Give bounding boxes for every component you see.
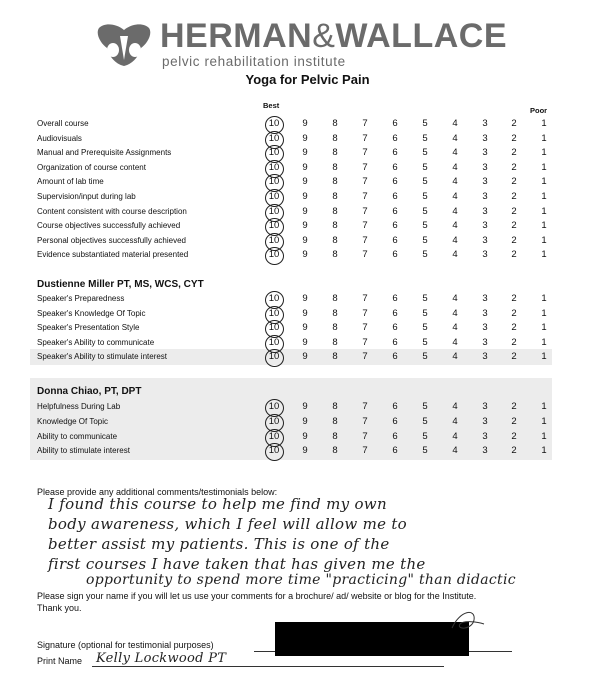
rating-row xyxy=(0,175,615,189)
rating-row xyxy=(0,117,615,131)
rating-label: Manual and Prerequisite Assignments xyxy=(37,148,172,158)
rating-option-selected[interactable]: 10 xyxy=(268,430,280,442)
rating-option[interactable]: 7 xyxy=(362,161,368,173)
rating-option[interactable]: 3 xyxy=(482,336,488,348)
rating-label: Helpfulness During Lab xyxy=(37,402,121,411)
rating-label: Speaker's Ability to stimulate interest xyxy=(37,352,168,361)
rating-option[interactable]: 1 xyxy=(541,415,547,427)
rating-row xyxy=(0,161,615,175)
rating-option[interactable]: 6 xyxy=(392,401,398,412)
rating-option[interactable]: 5 xyxy=(422,220,428,232)
rating-option[interactable]: 9 xyxy=(302,401,308,412)
rating-option[interactable]: 5 xyxy=(422,118,428,129)
rating-option[interactable]: 4 xyxy=(452,205,458,217)
rating-option[interactable]: 6 xyxy=(392,307,398,319)
rating-option-selected[interactable]: 10 xyxy=(268,307,280,319)
brand-tagline: pelvic rehabilitation institute xyxy=(162,54,346,69)
rating-option-selected[interactable]: 10 xyxy=(268,401,280,412)
rating-option[interactable]: 3 xyxy=(482,445,488,457)
rating-option[interactable]: 8 xyxy=(332,118,338,129)
rating-option-selected[interactable]: 10 xyxy=(268,336,280,348)
rating-option-selected[interactable]: 10 xyxy=(268,293,280,304)
rating-option[interactable]: 4 xyxy=(452,147,458,159)
rating-option[interactable]: 9 xyxy=(302,322,308,333)
comment-line-2: body awareness, which I feel will allow me to xyxy=(48,515,408,533)
rating-option[interactable]: 8 xyxy=(332,322,338,333)
rating-option[interactable]: 3 xyxy=(482,220,488,232)
rating-option[interactable]: 8 xyxy=(332,132,338,144)
rating-option[interactable]: 6 xyxy=(392,415,398,427)
comment-line-3: better assist my patients. This is one of the xyxy=(48,535,390,553)
rating-option[interactable]: 4 xyxy=(452,415,458,427)
rating-row xyxy=(0,205,615,219)
signature-redaction xyxy=(275,622,469,656)
rating-option[interactable]: 2 xyxy=(511,176,517,188)
rating-option[interactable]: 8 xyxy=(332,205,338,217)
rating-option[interactable]: 1 xyxy=(541,307,547,319)
rating-option[interactable]: 8 xyxy=(332,249,338,261)
rating-option[interactable]: 4 xyxy=(452,445,458,457)
rating-option[interactable]: 7 xyxy=(362,430,368,442)
print-name-label: Print Name xyxy=(37,656,83,666)
rating-option[interactable]: 2 xyxy=(511,161,517,173)
rating-option-selected[interactable]: 10 xyxy=(268,415,280,427)
rating-option[interactable]: 7 xyxy=(362,234,368,246)
rating-option[interactable]: 5 xyxy=(422,415,428,427)
rating-option[interactable]: 2 xyxy=(511,205,517,217)
rating-option-selected[interactable]: 10 xyxy=(268,191,280,202)
rating-option[interactable]: 1 xyxy=(541,118,547,129)
rating-row xyxy=(0,350,615,364)
rating-option[interactable]: 2 xyxy=(511,445,517,457)
rating-option[interactable]: 4 xyxy=(452,176,458,188)
rating-label: Speaker's Knowledge Of Topic xyxy=(37,308,146,318)
rating-option[interactable]: 6 xyxy=(392,220,398,232)
permission-thanks: Thank you. xyxy=(37,603,82,613)
rating-row xyxy=(0,190,615,204)
comment-line-4: first courses I have taken that has given me the xyxy=(48,555,426,573)
rating-option[interactable]: 1 xyxy=(541,234,547,246)
rating-option[interactable]: 3 xyxy=(482,293,488,304)
rating-option[interactable]: 8 xyxy=(332,307,338,319)
rating-option[interactable]: 6 xyxy=(392,118,398,129)
rating-option[interactable]: 6 xyxy=(392,336,398,348)
comments-prompt: Please provide any additional comments/testimonials below: xyxy=(37,487,278,497)
rating-option[interactable]: 8 xyxy=(332,234,338,246)
rating-label: Course objectives successfully achieved xyxy=(37,221,181,231)
rating-option[interactable]: 9 xyxy=(302,445,308,457)
rating-label: Knowledge Of Topic xyxy=(37,416,109,426)
rating-option[interactable]: 5 xyxy=(422,205,428,217)
rating-option[interactable]: 5 xyxy=(422,234,428,246)
rating-option[interactable]: 3 xyxy=(482,205,488,217)
rating-option[interactable]: 6 xyxy=(392,176,398,188)
rating-option[interactable]: 3 xyxy=(482,176,488,188)
rating-option[interactable]: 7 xyxy=(362,322,368,333)
rating-label: Evidence substantiated material presented xyxy=(37,250,189,260)
rating-option[interactable]: 8 xyxy=(332,147,338,159)
form-title: Yoga for Pelvic Pain xyxy=(245,72,370,87)
rating-option[interactable]: 9 xyxy=(302,415,308,427)
rating-option[interactable]: 9 xyxy=(302,249,308,261)
rating-option[interactable]: 9 xyxy=(302,336,308,348)
rating-option[interactable]: 9 xyxy=(302,234,308,246)
rating-option[interactable]: 9 xyxy=(302,118,308,129)
rating-option[interactable]: 1 xyxy=(541,351,547,362)
rating-option-selected[interactable]: 10 xyxy=(268,220,280,232)
rating-option[interactable]: 1 xyxy=(541,176,547,188)
rating-option[interactable]: 1 xyxy=(541,220,547,232)
rating-option[interactable]: 3 xyxy=(482,430,488,442)
rating-option[interactable]: 7 xyxy=(362,401,368,412)
rating-option[interactable]: 4 xyxy=(452,161,458,173)
rating-option[interactable]: 8 xyxy=(332,336,338,348)
rating-option-selected[interactable]: 10 xyxy=(268,234,280,246)
rating-option[interactable]: 2 xyxy=(511,401,517,412)
rating-option[interactable]: 7 xyxy=(362,132,368,144)
rating-option[interactable]: 9 xyxy=(302,293,308,304)
rating-row xyxy=(0,400,615,414)
rating-option-selected[interactable]: 10 xyxy=(268,205,280,217)
rating-option[interactable]: 5 xyxy=(422,401,428,412)
rating-row xyxy=(0,234,615,248)
rating-option[interactable]: 5 xyxy=(422,176,428,188)
rating-option[interactable]: 6 xyxy=(392,322,398,333)
poor-label: Poor xyxy=(530,106,548,115)
rating-option[interactable]: 2 xyxy=(511,132,517,144)
print-name-value: Kelly Lockwood PT xyxy=(96,651,227,666)
rating-option[interactable]: 9 xyxy=(302,176,308,188)
rating-option[interactable]: 7 xyxy=(362,220,368,232)
rating-option[interactable]: 2 xyxy=(511,322,517,333)
rating-row xyxy=(0,336,615,350)
rating-option[interactable]: 9 xyxy=(302,220,308,232)
rating-row xyxy=(0,146,615,160)
rating-option[interactable]: 2 xyxy=(511,336,517,348)
rating-option[interactable]: 5 xyxy=(422,161,428,173)
rating-option[interactable]: 2 xyxy=(511,147,517,159)
rating-option[interactable]: 8 xyxy=(332,430,338,442)
rating-option[interactable]: 6 xyxy=(392,191,398,202)
rating-option[interactable]: 9 xyxy=(302,147,308,159)
rating-option[interactable]: 8 xyxy=(332,351,338,362)
rating-option[interactable]: 7 xyxy=(362,293,368,304)
rating-option-selected[interactable]: 10 xyxy=(268,147,280,159)
rating-option[interactable]: 1 xyxy=(541,401,547,412)
rating-option[interactable]: 6 xyxy=(392,234,398,246)
rating-option[interactable]: 6 xyxy=(392,132,398,144)
rating-option[interactable]: 7 xyxy=(362,191,368,202)
rating-row xyxy=(0,415,615,429)
signature-label: Signature (optional for testimonial purposes) xyxy=(37,640,214,650)
comment-line-1: I found this course to help me find my own xyxy=(48,495,387,513)
rating-option[interactable]: 9 xyxy=(302,191,308,202)
rating-option[interactable]: 7 xyxy=(362,147,368,159)
rating-option[interactable]: 5 xyxy=(422,336,428,348)
rating-option[interactable]: 2 xyxy=(511,351,517,362)
rating-option[interactable]: 1 xyxy=(541,147,547,159)
rating-option[interactable]: 5 xyxy=(422,445,428,457)
rating-option[interactable]: 6 xyxy=(392,249,398,261)
rating-option[interactable]: 2 xyxy=(511,430,517,442)
rating-option[interactable]: 6 xyxy=(392,293,398,304)
rating-option[interactable]: 3 xyxy=(482,147,488,159)
print-name-line xyxy=(92,666,444,667)
rating-label: Speaker's Ability to communicate xyxy=(37,337,155,347)
rating-option[interactable]: 1 xyxy=(541,445,547,457)
best-label: Best xyxy=(263,101,280,110)
rating-label: Supervision/input during lab xyxy=(37,192,136,201)
rating-option[interactable]: 3 xyxy=(482,249,488,261)
rating-option[interactable]: 5 xyxy=(422,191,428,202)
rating-option[interactable]: 8 xyxy=(332,220,338,232)
rating-option[interactable]: 7 xyxy=(362,351,368,362)
rating-option[interactable]: 2 xyxy=(511,293,517,304)
rating-option[interactable]: 2 xyxy=(511,249,517,261)
rating-option[interactable]: 9 xyxy=(302,132,308,144)
rating-label: Speaker's Presentation Style xyxy=(37,323,140,332)
rating-option[interactable]: 5 xyxy=(422,293,428,304)
rating-option[interactable]: 9 xyxy=(302,351,308,362)
rating-option[interactable]: 4 xyxy=(452,191,458,202)
rating-row xyxy=(0,444,615,458)
rating-label: Overall course xyxy=(37,119,89,128)
rating-option[interactable]: 4 xyxy=(452,234,458,246)
pelvis-logo-icon xyxy=(95,22,153,68)
rating-option[interactable]: 3 xyxy=(482,118,488,129)
rating-option[interactable]: 6 xyxy=(392,205,398,217)
rating-option[interactable]: 6 xyxy=(392,445,398,457)
rating-option[interactable]: 1 xyxy=(541,322,547,333)
rating-option[interactable]: 4 xyxy=(452,351,458,362)
rating-option[interactable]: 6 xyxy=(392,147,398,159)
rating-option[interactable]: 1 xyxy=(541,293,547,304)
rating-option[interactable]: 4 xyxy=(452,336,458,348)
rating-option[interactable]: 5 xyxy=(422,307,428,319)
rating-label: Personal objectives successfully achieved xyxy=(37,235,186,245)
rating-option[interactable]: 7 xyxy=(362,118,368,129)
rating-option-selected[interactable]: 10 xyxy=(268,118,280,129)
rating-label: Content consistent with course description xyxy=(37,206,187,216)
rating-option[interactable]: 5 xyxy=(422,430,428,442)
rating-option[interactable]: 3 xyxy=(482,415,488,427)
rating-option-selected[interactable]: 10 xyxy=(268,351,280,362)
rating-option[interactable]: 1 xyxy=(541,132,547,144)
instructor1-name: Dustienne Miller PT, MS, WCS, CYT xyxy=(37,279,204,290)
rating-option[interactable]: 2 xyxy=(511,118,517,129)
comment-line-5: opportunity to spend more time "practicing" than didactic xyxy=(86,572,516,588)
rating-option[interactable]: 5 xyxy=(422,351,428,362)
rating-option[interactable]: 8 xyxy=(332,161,338,173)
rating-option[interactable]: 4 xyxy=(452,430,458,442)
rating-option[interactable]: 3 xyxy=(482,191,488,202)
rating-option[interactable]: 9 xyxy=(302,430,308,442)
rating-option[interactable]: 8 xyxy=(332,293,338,304)
rating-option-selected[interactable]: 10 xyxy=(268,176,280,188)
rating-row xyxy=(0,430,615,444)
rating-option[interactable]: 7 xyxy=(362,415,368,427)
rating-label: Speaker's Preparedness xyxy=(37,294,125,303)
rating-option[interactable]: 6 xyxy=(392,430,398,442)
permission-text: Please sign your name if you will let us use your comments for a brochure/ ad/ website or blog for the Institute. xyxy=(37,591,477,601)
rating-option[interactable]: 3 xyxy=(482,132,488,144)
rating-option[interactable]: 2 xyxy=(511,220,517,232)
rating-row xyxy=(0,321,615,335)
rating-option[interactable]: 2 xyxy=(511,234,517,246)
rating-option[interactable]: 5 xyxy=(422,249,428,261)
rating-option[interactable]: 5 xyxy=(422,147,428,159)
rating-row xyxy=(0,248,615,262)
rating-option[interactable]: 4 xyxy=(452,249,458,261)
instructor2-name: Donna Chiao, PT, DPT xyxy=(37,386,142,397)
rating-label: Organization of course content xyxy=(37,162,146,172)
rating-option[interactable]: 5 xyxy=(422,322,428,333)
rating-option-selected[interactable]: 10 xyxy=(268,249,280,261)
rating-option[interactable]: 3 xyxy=(482,307,488,319)
rating-option[interactable]: 5 xyxy=(422,132,428,144)
rating-option[interactable]: 8 xyxy=(332,191,338,202)
rating-option[interactable]: 4 xyxy=(452,307,458,319)
rating-option[interactable]: 7 xyxy=(362,307,368,319)
rating-option[interactable]: 4 xyxy=(452,401,458,412)
rating-label: Audiovisuals xyxy=(37,133,82,143)
rating-option[interactable]: 1 xyxy=(541,205,547,217)
rating-option[interactable]: 3 xyxy=(482,322,488,333)
rating-option[interactable]: 4 xyxy=(452,322,458,333)
rating-option[interactable]: 7 xyxy=(362,176,368,188)
rating-option[interactable]: 3 xyxy=(482,161,488,173)
rating-option[interactable]: 1 xyxy=(541,249,547,261)
rating-option[interactable]: 2 xyxy=(511,307,517,319)
rating-option[interactable]: 9 xyxy=(302,161,308,173)
rating-option[interactable]: 9 xyxy=(302,307,308,319)
rating-option[interactable]: 1 xyxy=(541,161,547,173)
rating-option[interactable]: 4 xyxy=(452,132,458,144)
rating-option[interactable]: 4 xyxy=(452,220,458,232)
rating-option[interactable]: 8 xyxy=(332,176,338,188)
brand-name: HERMAN&WALLACE xyxy=(160,17,507,55)
rating-option[interactable]: 1 xyxy=(541,430,547,442)
rating-option[interactable]: 3 xyxy=(482,401,488,412)
rating-option[interactable]: 9 xyxy=(302,205,308,217)
rating-label: Ability to stimulate interest xyxy=(37,446,130,456)
rating-option[interactable]: 7 xyxy=(362,336,368,348)
rating-option-selected[interactable]: 10 xyxy=(268,445,280,457)
rating-option-selected[interactable]: 10 xyxy=(268,322,280,333)
rating-option[interactable]: 8 xyxy=(332,415,338,427)
rating-option[interactable]: 1 xyxy=(541,191,547,202)
rating-option[interactable]: 2 xyxy=(511,191,517,202)
rating-label: Amount of lab time xyxy=(37,177,104,187)
rating-option-selected[interactable]: 10 xyxy=(268,161,280,173)
rating-option[interactable]: 3 xyxy=(482,234,488,246)
rating-option[interactable]: 1 xyxy=(541,336,547,348)
rating-option[interactable]: 6 xyxy=(392,351,398,362)
rating-option[interactable]: 8 xyxy=(332,401,338,412)
rating-row xyxy=(0,292,615,306)
rating-option[interactable]: 4 xyxy=(452,118,458,129)
rating-option[interactable]: 2 xyxy=(511,415,517,427)
rating-option[interactable]: 3 xyxy=(482,351,488,362)
rating-label: Ability to communicate xyxy=(37,431,118,441)
rating-row xyxy=(0,307,615,321)
rating-option[interactable]: 8 xyxy=(332,445,338,457)
rating-row xyxy=(0,219,615,233)
rating-option[interactable]: 6 xyxy=(392,161,398,173)
rating-row xyxy=(0,132,615,146)
rating-option[interactable]: 7 xyxy=(362,205,368,217)
rating-option[interactable]: 4 xyxy=(452,293,458,304)
rating-option[interactable]: 7 xyxy=(362,249,368,261)
rating-option[interactable]: 7 xyxy=(362,445,368,457)
signature-flourish-icon xyxy=(446,608,486,634)
rating-option-selected[interactable]: 10 xyxy=(268,132,280,144)
